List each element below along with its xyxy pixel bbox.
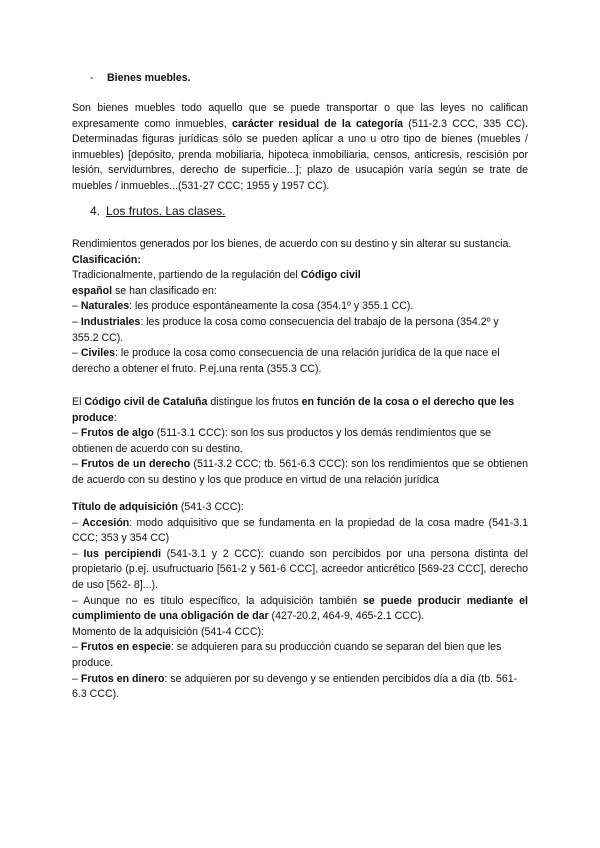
- item-naturales: [72, 299, 528, 315]
- dash: –: [72, 547, 84, 560]
- frutos-block-cataluna: [72, 395, 528, 489]
- item-frutos-en-especie: [72, 640, 528, 671]
- text-run: (541-3 CCC):: [177, 501, 244, 513]
- item-frutos-en-dinero: [72, 672, 528, 703]
- paragraph-tradicional-cont: [72, 284, 528, 300]
- section-number: 4.: [90, 204, 101, 218]
- bold-run: Frutos en especie: [80, 641, 171, 654]
- text-run: :: [113, 411, 117, 424]
- bold-run: Código civil: [300, 269, 361, 282]
- text-run: (511-3.1 CCC): son los sus productos y los demás rendimientos que se obtienen de acuerdo con su destino.: [72, 427, 492, 455]
- item-frutos-de-algo: [72, 426, 528, 457]
- bold-run: Civiles: [80, 347, 115, 360]
- bold-run: Ius percipiendi: [83, 547, 162, 560]
- text-run: (511-3.2 CCC; tb. 561-6.3 CCC): son los rendimientos que se obtienen de acuerdo con su destino y los que produce en virtud de una relación jurídica: [72, 458, 528, 486]
- text-run: El: [72, 396, 85, 408]
- item-accesion: [72, 516, 528, 547]
- bold-run: Naturales: [80, 300, 130, 313]
- text-run: (541-3.1 y 2 CCC): cuando son percibidos por una persona distinta del propietario (p.ej. usufructuario [561-2 y 561-6 CCC], acreedor anticrético [569-23 CCC], derecho de uso [562- 8]...).: [72, 547, 529, 591]
- bold-run: Frutos de algo: [80, 427, 154, 440]
- dash: –: [72, 347, 81, 360]
- text-run: : se adquieren por su devengo y se entienden percibidos día a día (tb. 561-6.3 CCC).: [72, 672, 518, 701]
- paragraph-momento: Momento de la adquisición (541-4 CCC):: [72, 625, 264, 638]
- bold-run: Código civil de Cataluña: [84, 396, 208, 408]
- text-run: (511-2.3 CCC, 335 CC). Determinadas figuras jurídicas sólo se pueden aplicar a uno u otro tipo de bienes (muebles / inmuebles) [depósito, prenda mobiliaria, hipoteca inmobiliaria, censos, anticresis, rescisión por lesión, servidumbres, derecho de superficie...]; plazo de usucapión varía según se trate de muebles / inmuebles...(531-27 CCC; 1955 y 1957 CC).: [72, 117, 528, 192]
- bold-run: carácter residual de la categoría: [231, 117, 404, 130]
- dash: –: [72, 672, 81, 685]
- text-run: (427-20.2, 464-9, 465-2.1 CCC).: [268, 610, 425, 623]
- bold-run: español: [72, 284, 113, 297]
- text-run: – Aunque no es título específico, la adquisición también: [72, 594, 363, 607]
- dash: –: [72, 458, 82, 471]
- section-heading-frutos: [90, 204, 225, 220]
- item-industriales: [72, 315, 528, 346]
- section-title: Los frutos. Las clases.: [106, 204, 226, 218]
- text-run: : se adquieren para su producción cuando se separan del bien que les produce.: [72, 641, 502, 669]
- item-frutos-de-un-derecho: [72, 457, 528, 488]
- bold-run: Industriales: [80, 315, 141, 328]
- paragraph-intro: Rendimientos generados por los bienes, de acuerdo con su destino y sin alterar su sustancia.: [72, 238, 512, 250]
- bold-run: Frutos en dinero: [80, 672, 165, 685]
- bold-run: Frutos de un derecho: [81, 458, 191, 471]
- text-run: : modo adquisitivo que se fundamenta en la propiedad de la cosa madre (541-3.1 CCC; 353 y 354 CC): [72, 516, 528, 545]
- frutos-block-1: [72, 237, 528, 377]
- paragraph-bienes-muebles: [72, 101, 528, 195]
- item-civiles: [72, 346, 528, 377]
- text-run: : les produce la cosa como consecuencia del trabajo de la persona (354.2º y 355.2 CC).: [72, 315, 499, 344]
- text-run: se han clasificado en:: [112, 284, 217, 297]
- frutos-block-titulo: [72, 500, 528, 703]
- bold-run: Accesión: [82, 516, 130, 529]
- item-aunque: [72, 594, 528, 625]
- paragraph-titulo: [72, 500, 528, 516]
- label-clasificacion: [72, 253, 528, 269]
- paragraph-cataluna: [72, 395, 528, 426]
- list-dash: -: [90, 72, 94, 84]
- text-run: Son bienes muebles todo aquello que se puede transportar o que las leyes no califican expresamente como inmuebles,: [72, 102, 528, 130]
- text-run: distingue los frutos: [207, 396, 302, 408]
- heading-bienes-muebles: Bienes muebles.: [107, 72, 191, 84]
- bold-run: Clasificación:: [72, 253, 141, 266]
- bold-run: se puede producir mediante el cumplimiento de una obligación de dar: [72, 594, 528, 623]
- item-ius-percipiendi: [72, 547, 528, 594]
- dash: –: [72, 300, 81, 313]
- dash: –: [72, 516, 83, 529]
- bold-run: Título de adquisición: [72, 501, 178, 513]
- text-run: : les produce espontáneamente la cosa (354.1º y 355.1 CC).: [129, 300, 414, 313]
- text-run: Tradicionalmente, partiendo de la regulación del: [72, 269, 301, 282]
- dash: –: [72, 427, 81, 440]
- dash: –: [72, 315, 81, 328]
- dash: –: [72, 641, 81, 654]
- bold-run: en función de la cosa o el derecho que les produce: [72, 396, 515, 424]
- paragraph-tradicional: [72, 268, 528, 284]
- text-run: : le produce la cosa como consecuencia de una relación jurídica de la que nace el derecho a obtener el fruto. P.ej.una renta (355.3 CC).: [72, 347, 500, 375]
